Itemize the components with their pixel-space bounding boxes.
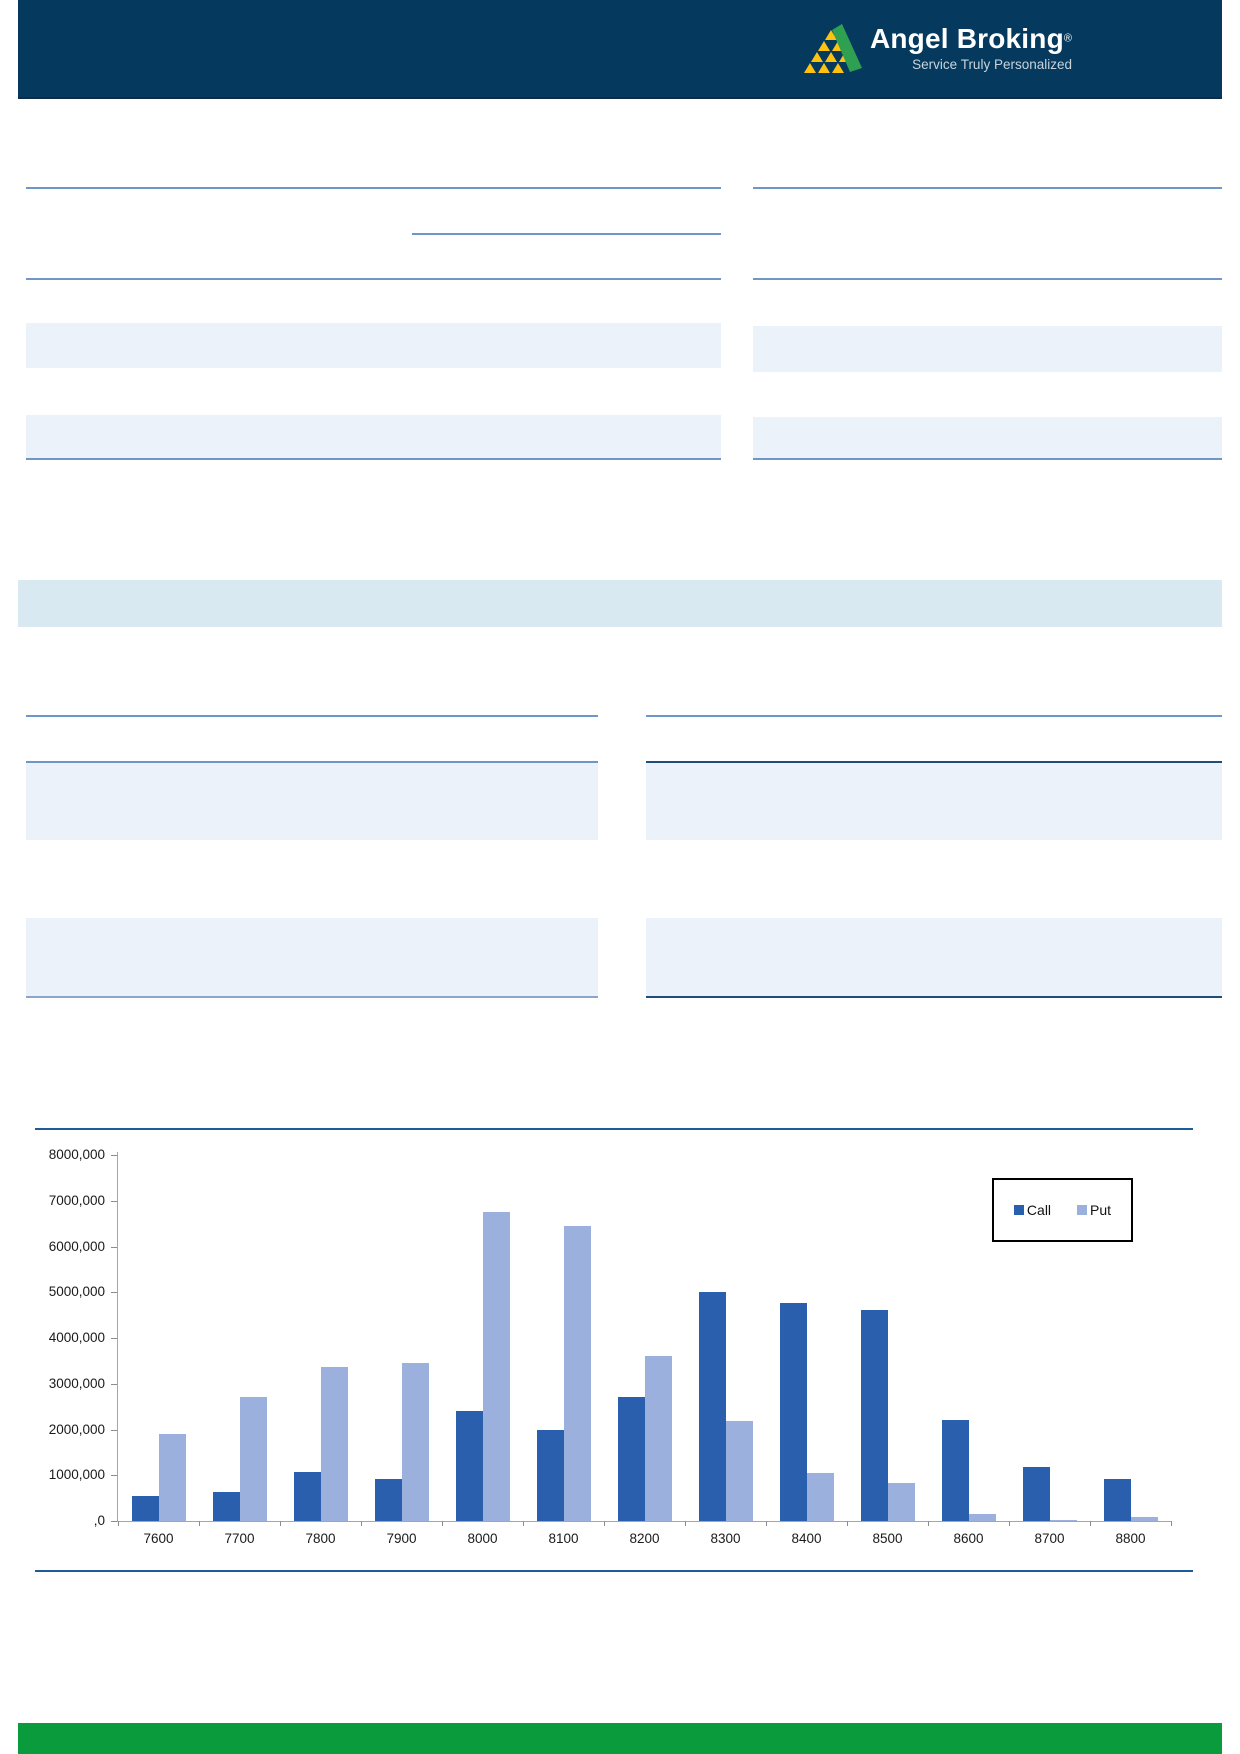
call-bar bbox=[537, 1430, 564, 1521]
table-rule bbox=[753, 187, 1222, 189]
table-rule bbox=[26, 996, 598, 998]
top-right-table bbox=[753, 187, 1222, 462]
chart-legend bbox=[992, 1178, 1133, 1242]
x-axis-tick bbox=[1171, 1521, 1172, 1526]
x-tick-label: 7600 bbox=[143, 1531, 174, 1546]
y-tick-label: 4000,000 bbox=[48, 1330, 105, 1345]
registered-mark-icon: ® bbox=[1063, 32, 1072, 45]
call-bar bbox=[618, 1397, 645, 1521]
x-tick-label: 8800 bbox=[1115, 1531, 1146, 1546]
x-axis-tick bbox=[1009, 1521, 1010, 1526]
put-bar bbox=[969, 1514, 996, 1521]
x-axis-tick bbox=[928, 1521, 929, 1526]
x-tick-label: 7900 bbox=[386, 1531, 417, 1546]
call-bar bbox=[294, 1472, 321, 1521]
call-bar bbox=[1023, 1467, 1050, 1521]
x-axis-tick bbox=[685, 1521, 686, 1526]
table-rule bbox=[753, 278, 1222, 280]
x-tick-label: 8200 bbox=[629, 1531, 660, 1546]
header-bar bbox=[18, 0, 1222, 99]
legend-item-call bbox=[1014, 1202, 1051, 1218]
brand-tagline: Service Truly Personalized bbox=[912, 57, 1072, 72]
x-tick-label: 8400 bbox=[791, 1531, 822, 1546]
y-axis-tick bbox=[111, 1247, 117, 1248]
x-axis-tick bbox=[280, 1521, 281, 1526]
call-bar bbox=[861, 1310, 888, 1521]
x-tick-label: 7800 bbox=[305, 1531, 336, 1546]
put-bar bbox=[645, 1356, 672, 1521]
y-axis-line bbox=[117, 1152, 118, 1521]
table-row-band bbox=[646, 763, 1222, 840]
y-axis-tick bbox=[111, 1338, 117, 1339]
x-axis-line bbox=[117, 1521, 1172, 1522]
x-axis-tick bbox=[604, 1521, 605, 1526]
table-row-band bbox=[646, 918, 1222, 998]
x-tick-label: 8300 bbox=[710, 1531, 741, 1546]
table-rule bbox=[753, 458, 1222, 460]
y-axis-tick bbox=[111, 1384, 117, 1385]
y-tick-label: 2000,000 bbox=[48, 1421, 105, 1437]
table-rule bbox=[646, 996, 1222, 998]
table-row-band bbox=[753, 326, 1222, 372]
mid-left-table bbox=[26, 715, 598, 1000]
x-tick-label: 8700 bbox=[1034, 1531, 1065, 1546]
put-bar bbox=[483, 1212, 510, 1521]
y-tick-label: 8000,000 bbox=[48, 1147, 105, 1162]
mid-right-table bbox=[646, 715, 1222, 1000]
y-axis-tick bbox=[111, 1521, 117, 1522]
legend-label: Call bbox=[1026, 1202, 1052, 1218]
y-axis-tick bbox=[111, 1201, 117, 1202]
call-bar bbox=[942, 1420, 969, 1521]
x-tick-label: 8500 bbox=[872, 1531, 903, 1546]
x-axis-tick bbox=[523, 1521, 524, 1526]
put-bar bbox=[1131, 1517, 1158, 1521]
x-axis-tick bbox=[442, 1521, 443, 1526]
call-bar bbox=[780, 1303, 807, 1521]
call-bar bbox=[213, 1492, 240, 1521]
brand-name: Angel Broking® bbox=[869, 23, 1072, 54]
y-tick-label: ,0 bbox=[93, 1513, 105, 1528]
put-bar bbox=[726, 1421, 753, 1521]
y-tick-label: 5000,000 bbox=[48, 1284, 105, 1300]
call-put-open-interest-chart bbox=[0, 1128, 1240, 1588]
call-bar bbox=[132, 1496, 159, 1521]
call-bar bbox=[1104, 1479, 1131, 1521]
table-row-band bbox=[753, 417, 1222, 460]
table-rule bbox=[26, 458, 721, 460]
legend-item-put bbox=[1077, 1202, 1111, 1218]
table-rule bbox=[26, 278, 721, 280]
put-bar bbox=[888, 1483, 915, 1521]
y-tick-label: 3000,000 bbox=[48, 1375, 105, 1391]
x-axis-tick bbox=[199, 1521, 200, 1526]
put-bar bbox=[321, 1367, 348, 1521]
footer-bar bbox=[18, 1723, 1222, 1754]
table-rule bbox=[26, 187, 721, 189]
x-tick-label: 8100 bbox=[548, 1531, 579, 1546]
put-bar bbox=[564, 1226, 591, 1521]
table-row-band bbox=[26, 918, 598, 998]
put-bar bbox=[159, 1434, 186, 1521]
call-bar bbox=[699, 1292, 726, 1521]
legend-swatch-icon bbox=[1014, 1205, 1024, 1215]
table-rule bbox=[646, 715, 1222, 717]
x-axis-tick bbox=[118, 1521, 119, 1526]
call-bar bbox=[456, 1411, 483, 1521]
legend-swatch-icon bbox=[1077, 1205, 1087, 1215]
table-row-band bbox=[26, 323, 721, 368]
table-subheader-rule bbox=[412, 233, 721, 235]
x-tick-label: 7700 bbox=[224, 1531, 255, 1546]
put-bar bbox=[240, 1397, 267, 1521]
put-bar bbox=[1050, 1520, 1077, 1521]
brand-logo bbox=[798, 24, 870, 74]
x-axis-tick bbox=[766, 1521, 767, 1526]
x-tick-label: 8000 bbox=[467, 1531, 498, 1546]
angel-broking-logo-icon bbox=[798, 24, 862, 74]
table-rule bbox=[26, 715, 598, 717]
x-axis-tick bbox=[361, 1521, 362, 1526]
y-tick-label: 7000,000 bbox=[48, 1192, 105, 1208]
section-header-band bbox=[18, 580, 1222, 627]
table-row-band bbox=[26, 415, 721, 460]
y-axis-tick bbox=[111, 1155, 117, 1156]
x-axis-tick bbox=[847, 1521, 848, 1526]
x-tick-label: 8600 bbox=[953, 1531, 984, 1546]
top-left-table bbox=[26, 187, 721, 462]
y-axis-tick bbox=[111, 1292, 117, 1293]
y-tick-label: 6000,000 bbox=[48, 1238, 105, 1254]
put-bar bbox=[807, 1473, 834, 1521]
y-axis-tick bbox=[111, 1475, 117, 1476]
table-row-band bbox=[26, 763, 598, 840]
y-axis-tick bbox=[111, 1430, 117, 1431]
y-tick-label: 1000,000 bbox=[48, 1467, 105, 1483]
x-axis-tick bbox=[1090, 1521, 1091, 1526]
call-bar bbox=[375, 1479, 402, 1521]
put-bar bbox=[402, 1363, 429, 1521]
legend-label: Put bbox=[1090, 1202, 1112, 1218]
